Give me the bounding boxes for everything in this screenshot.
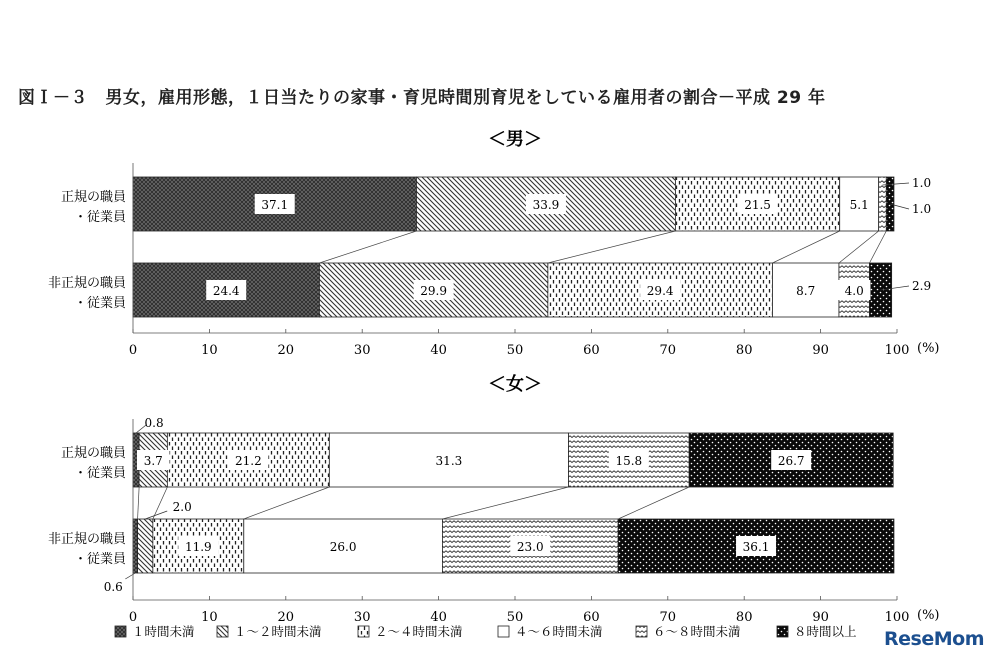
x-tick-label: 100 <box>884 343 910 358</box>
data-label: 0.6 <box>103 580 123 594</box>
category-label: 非正規の職員 <box>47 532 126 547</box>
legend-label: ４～６時間未満 <box>515 624 603 639</box>
legend-swatch <box>217 626 228 637</box>
panel-title: ＜男＞ <box>488 129 542 150</box>
x-tick-label: 30 <box>353 343 371 358</box>
x-unit-label: (%) <box>917 341 940 356</box>
data-label: 0.8 <box>144 416 164 430</box>
x-tick-label: 0 <box>128 610 138 625</box>
connector-line <box>548 231 676 263</box>
legend-item <box>636 624 741 639</box>
bar-segment <box>138 519 153 573</box>
data-label: 31.3 <box>435 454 463 468</box>
x-tick-label: 60 <box>583 610 600 625</box>
resemom-logo: ReseMom <box>884 628 984 650</box>
category-label: 正規の職員 <box>60 446 126 461</box>
data-label: 24.4 <box>212 284 240 298</box>
x-tick-label: 50 <box>506 610 524 625</box>
data-label: 8.7 <box>796 284 816 298</box>
data-label: 4.0 <box>844 284 864 298</box>
leader-line <box>125 573 135 579</box>
connector-line <box>244 487 330 519</box>
data-label: 26.7 <box>777 454 805 468</box>
data-label: 26.0 <box>329 540 357 554</box>
legend-swatch <box>498 626 509 637</box>
x-tick-label: 10 <box>201 610 218 625</box>
data-label: 1.0 <box>912 202 932 216</box>
connector-line <box>442 487 568 519</box>
data-label: 29.4 <box>646 284 674 298</box>
bar-segment <box>133 519 138 573</box>
x-tick-label: 100 <box>884 610 910 625</box>
chart-title: 図Ｉ－３ 男女，雇用形態，１日当たりの家事・育児時間別育児をしている雇用者の割合－平成 29 年 <box>18 88 826 108</box>
category-label: 非正規の職員 <box>47 276 126 291</box>
x-tick-label: 50 <box>506 343 524 358</box>
data-label: 21.5 <box>744 198 771 212</box>
x-tick-label: 40 <box>430 343 447 358</box>
legend-item <box>358 624 463 639</box>
legend-item <box>777 624 857 639</box>
legend-swatch <box>115 626 126 637</box>
legend-label: １～２時間未満 <box>234 624 322 639</box>
data-label: 5.1 <box>849 198 869 212</box>
legend-swatch <box>358 626 369 637</box>
connector-line <box>869 231 886 263</box>
legend-item <box>217 624 322 639</box>
data-label: 37.1 <box>261 198 289 212</box>
x-tick-label: 90 <box>812 610 829 625</box>
chart-panel <box>48 373 940 625</box>
x-tick-label: 70 <box>659 343 677 358</box>
panel-title: ＜女＞ <box>488 374 542 395</box>
data-label: 2.9 <box>912 279 932 293</box>
x-tick-label: 80 <box>735 610 753 625</box>
x-tick-label: 70 <box>659 610 677 625</box>
connector-line <box>138 487 140 519</box>
category-label: ・従業員 <box>73 210 126 225</box>
category-label: 正規の職員 <box>60 190 126 205</box>
x-tick-label: 90 <box>812 343 829 358</box>
legend-label: １時間未満 <box>132 624 195 639</box>
x-tick-label: 20 <box>277 610 295 625</box>
data-label: 33.9 <box>532 198 560 212</box>
x-tick-label: 60 <box>583 343 600 358</box>
legend-swatch <box>636 626 647 637</box>
category-label: ・従業員 <box>73 552 126 567</box>
data-label: 29.9 <box>420 284 447 298</box>
connector-line <box>618 487 689 519</box>
legend-label: ６～８時間未満 <box>653 624 741 639</box>
data-label: 36.1 <box>742 540 770 554</box>
x-tick-label: 80 <box>735 343 753 358</box>
x-tick-label: 0 <box>128 343 138 358</box>
data-label: 3.7 <box>143 454 163 468</box>
x-tick-label: 40 <box>430 610 447 625</box>
x-tick-label: 20 <box>277 343 295 358</box>
connector-line <box>772 231 839 263</box>
data-label: 11.9 <box>184 540 212 554</box>
connector-line <box>153 487 168 519</box>
x-unit-label: (%) <box>917 608 940 623</box>
category-label: ・従業員 <box>73 466 126 481</box>
connector-line <box>839 231 879 263</box>
connector-line <box>319 231 416 263</box>
legend-item <box>115 624 195 639</box>
data-label: 2.0 <box>172 500 192 514</box>
data-label: 21.2 <box>235 454 262 468</box>
x-tick-label: 30 <box>353 610 371 625</box>
chart-panel <box>48 129 940 358</box>
category-label: ・従業員 <box>73 296 126 311</box>
data-label: 1.0 <box>912 176 932 190</box>
legend-label: ２～４時間未満 <box>375 624 463 639</box>
data-label: 23.0 <box>516 540 544 554</box>
legend-item <box>498 624 603 639</box>
data-label: 15.8 <box>615 454 643 468</box>
x-tick-label: 10 <box>201 343 218 358</box>
legend-swatch <box>777 626 788 637</box>
legend-label: ８時間以上 <box>794 624 857 639</box>
